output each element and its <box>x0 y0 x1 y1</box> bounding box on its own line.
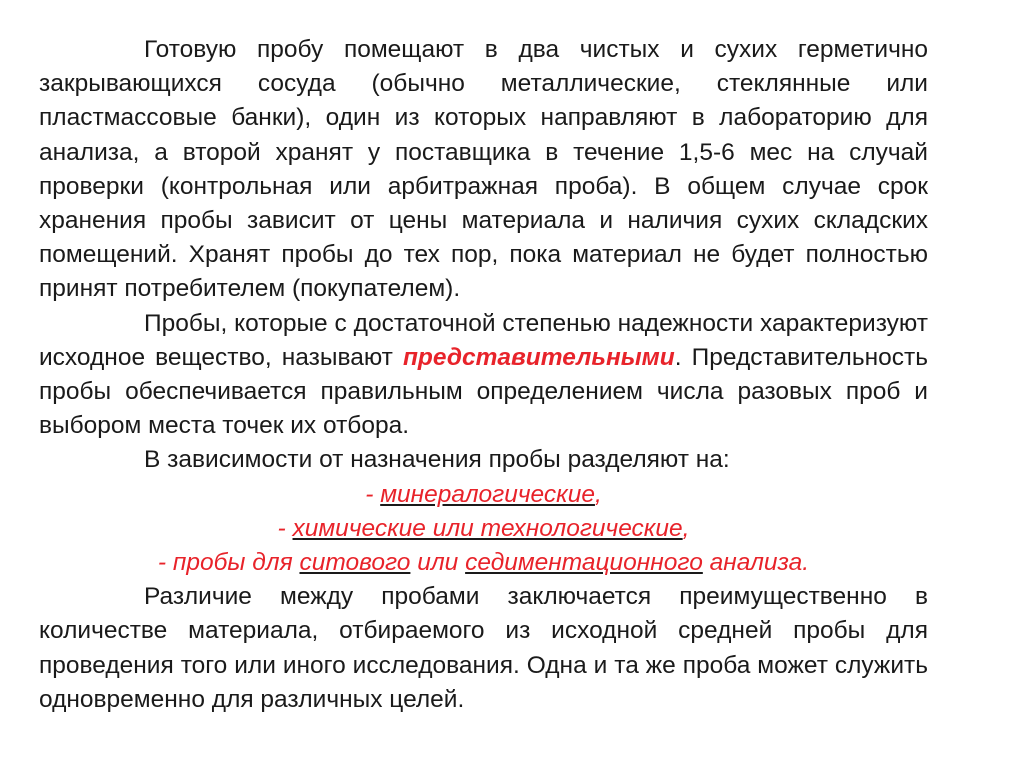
paragraph-sample-types-intro <box>39 443 928 477</box>
list-punct: , <box>682 514 690 542</box>
paragraph-text: В зависимости от назначения пробы разделяют на: <box>144 446 730 474</box>
list-term: седиментационного <box>465 549 703 577</box>
list-item-sieve-sedimentation <box>39 546 928 580</box>
text-block <box>39 33 928 717</box>
paragraph-text: . Представительность пробы обеспечивается правильным определением числа разовых проб и выбором места точек их отбора. <box>39 343 928 440</box>
paragraph-text: Различие между пробами заключается преимущественно в количестве материала, отбираемого из исходной средней пробы для проведения того или иного исследования. Одна и та же проба может служить одновременно для различных целей. <box>39 583 928 713</box>
paragraph-text: Пробы, которые с достаточной степенью надежности характеризуют исходное вещество, называют <box>39 309 928 371</box>
paragraph-sample-storage <box>39 33 928 307</box>
list-dash: - <box>277 514 293 542</box>
highlighted-term: представительными <box>402 343 675 371</box>
list-term: ситового <box>299 549 411 577</box>
list-text: - пробы для <box>157 549 300 577</box>
list-text: или <box>410 549 466 577</box>
list-item-mineralogical <box>39 478 928 512</box>
list-term: минералогические <box>380 480 595 508</box>
list-dash: - <box>365 480 381 508</box>
paragraph-text: Готовую пробу помещают в два чистых и сухих герметично закрывающихся сосуда (обычно металлические, стеклянные или пластмассовые банки), один из которых направляют в лабораторию для анализа, а второй хранят у поставщика в течение 1,5-6 мес на случай проверки (контрольная или арбитражная проба). В общем случае срок хранения пробы зависит от цены материала и наличия сухих складских помещений. Хранят пробы до тех пор, пока материал не будет полностью принят потребителем (покупателем). <box>39 36 928 303</box>
list-item-chemical <box>39 512 928 546</box>
paragraph-representative-samples <box>39 307 928 444</box>
list-text: анализа. <box>702 549 810 577</box>
list-term: химические или технологические <box>292 514 683 542</box>
paragraph-sample-differences <box>39 580 928 717</box>
list-punct: , <box>594 480 602 508</box>
